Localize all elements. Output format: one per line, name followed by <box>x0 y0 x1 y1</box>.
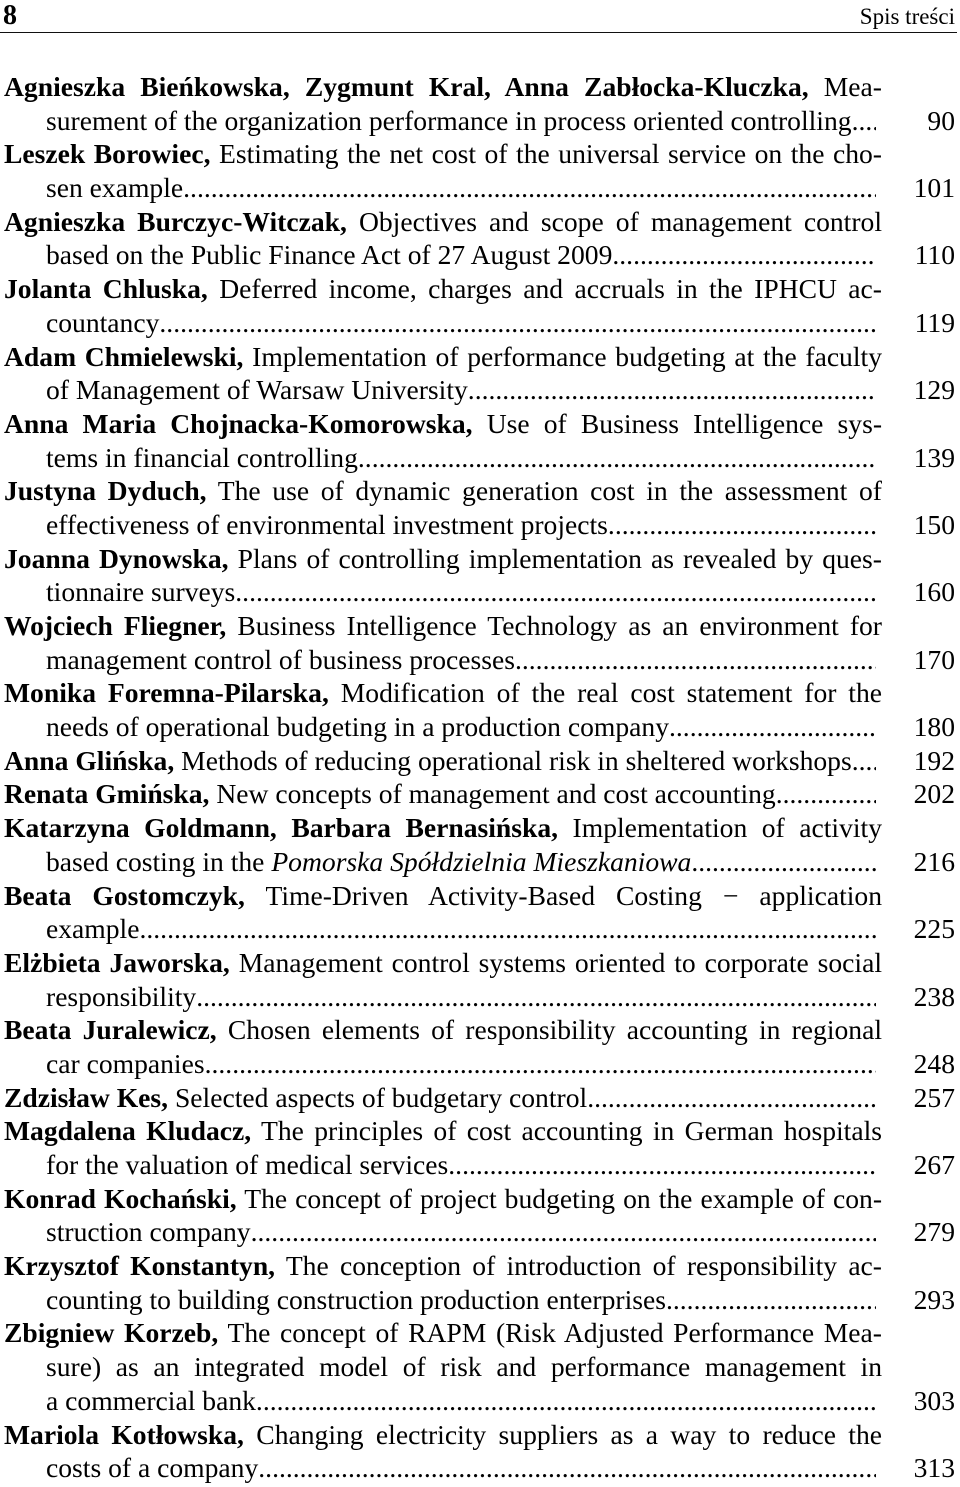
dot-leader <box>691 845 876 879</box>
toc-entry <box>4 542 955 609</box>
dot-leader <box>669 710 876 744</box>
toc-line <box>4 1047 955 1081</box>
entry-title-text: sen example <box>46 172 184 204</box>
entry-text <box>46 1148 448 1182</box>
entry-text <box>46 980 196 1014</box>
page-header <box>3 0 955 32</box>
entry-text <box>46 104 852 138</box>
entry-title-italic: Pomorska Spółdzielnia Mieszkaniowa <box>271 845 692 877</box>
entry-title-text: Objectives and scope of management control <box>358 205 883 237</box>
entry-title-text: Use of Business Intelligence sys- <box>486 407 883 439</box>
entry-title-text: Time-Driven Activity-Based Costing − application <box>265 879 883 911</box>
entry-title-text: of Management of Warsaw University <box>46 374 468 406</box>
toc-entry <box>4 676 955 743</box>
entry-title-text: Mea- <box>823 71 882 102</box>
entry-text <box>46 1451 258 1485</box>
entry-author: Wojciech Fliegner, <box>4 610 227 641</box>
entry-title-text: car companies <box>46 1047 205 1079</box>
toc-line <box>4 1418 955 1452</box>
toc-entry <box>4 1182 955 1249</box>
toc-entry <box>4 1013 955 1080</box>
running-title: Spis treści <box>859 4 955 29</box>
toc-line <box>4 575 955 609</box>
dot-leader <box>776 777 876 811</box>
toc-line <box>4 1283 955 1317</box>
toc-line <box>4 306 955 340</box>
entry-author: Joanna Dynowska, <box>4 542 229 574</box>
toc-entry <box>4 1081 955 1115</box>
entry-author: Jolanta Chluska, <box>4 273 208 305</box>
toc-line <box>4 676 955 710</box>
toc-entry <box>4 879 955 946</box>
entry-author: Beata Gostomczyk, <box>4 879 245 911</box>
entry-title-text: responsibility <box>46 980 197 1012</box>
toc-entry <box>4 205 955 272</box>
entry-title-text: tems in financial controlling <box>46 441 358 473</box>
entry-title-text: for the valuation of medical services <box>46 1149 449 1180</box>
entry-author: Renata Gmińska, <box>4 778 210 810</box>
toc-line <box>4 643 955 677</box>
toc-line <box>4 1148 955 1182</box>
entry-author: Anna Maria Chojnacka-Komorowska, <box>4 407 473 439</box>
entry-page-number: 180 <box>913 711 955 743</box>
toc-line <box>4 474 955 508</box>
entry-page-number: 129 <box>913 374 955 406</box>
entry-author: Konrad Kochański, <box>4 1182 237 1214</box>
entry-author: Zbigniew Korzeb, <box>4 1317 219 1349</box>
toc-line <box>4 373 955 407</box>
entry-text <box>46 643 515 677</box>
entry-title-text: based on the Public Finance Act of 27 August 2009 <box>46 239 613 271</box>
entry-text <box>46 575 235 609</box>
entry-title-text: management control of business processes <box>46 643 515 675</box>
dot-leader <box>251 1215 876 1249</box>
toc-line <box>4 1114 955 1148</box>
entry-title-text: The concept of RAPM (Risk Adjusted Performance Mea- <box>227 1317 882 1349</box>
entry-author: Magdalena Kludacz, <box>4 1115 252 1147</box>
entry-page-number: 110 <box>914 239 955 271</box>
dot-leader <box>852 104 876 138</box>
entry-page-number: 257 <box>913 1081 955 1113</box>
entry-page-number: 101 <box>913 172 955 204</box>
toc-entry <box>4 137 955 204</box>
entry-author: Agnieszka Burczyc-Witczak, <box>4 205 347 237</box>
entry-page-number: 248 <box>913 1047 955 1079</box>
entry-author: Justyna Dyduch, <box>4 475 207 507</box>
entry-title-text: surement of the organization performance in process oriented controlling <box>46 104 852 136</box>
entry-text <box>46 845 691 879</box>
dot-leader <box>515 643 876 677</box>
entry-title-text: effectiveness of environmental investment projects <box>46 508 608 540</box>
entry-page-number: 202 <box>913 778 955 810</box>
entry-title-text: costs of a company <box>46 1452 259 1484</box>
toc-line <box>4 70 955 104</box>
toc-entry <box>4 70 955 137</box>
toc-line <box>4 1215 955 1249</box>
entry-page-number: 238 <box>913 980 955 1012</box>
entry-author: Monika Foremna-Pilarska, <box>4 677 329 709</box>
toc-line <box>4 1451 955 1485</box>
dot-leader <box>258 1451 876 1485</box>
entry-text <box>46 441 358 475</box>
entry-page-number: 267 <box>913 1149 955 1180</box>
toc-line <box>4 104 955 138</box>
toc-entry <box>4 407 955 474</box>
entry-author: Elżbieta Jaworska, <box>4 946 230 978</box>
toc-line <box>4 171 955 205</box>
entry-title-text: struction company <box>46 1216 251 1248</box>
entry-text <box>4 1081 587 1115</box>
entry-author: Zdzisław Kes, <box>4 1081 169 1113</box>
entry-page-number: 119 <box>914 306 955 338</box>
dot-leader <box>159 306 876 340</box>
entry-author: Krzysztof Konstantyn, <box>4 1250 276 1282</box>
entry-title-text: Chosen elements of responsibility accounting in regional <box>227 1014 882 1046</box>
toc-entry <box>4 946 955 1013</box>
toc-line <box>4 1013 955 1047</box>
dot-leader <box>612 238 876 272</box>
toc-entry <box>4 474 955 541</box>
toc-line <box>4 710 955 744</box>
entry-title-text: a commercial bank <box>46 1384 256 1416</box>
entry-title-text: New concepts of management and cost accounting <box>216 778 776 810</box>
entry-text <box>46 912 139 946</box>
entry-text <box>46 1047 205 1081</box>
toc-line <box>4 609 955 643</box>
entry-page-number: 90 <box>927 104 955 136</box>
dot-leader <box>139 912 876 946</box>
toc-entry <box>4 811 955 878</box>
entry-title-text: Methods of reducing operational risk in sheltered workshops <box>181 744 852 776</box>
toc-line <box>4 845 955 879</box>
dot-leader <box>448 1148 876 1182</box>
entry-text <box>46 1215 251 1249</box>
entry-title-text: The use of dynamic generation cost in the assessment of <box>217 475 882 507</box>
toc-line <box>4 811 955 845</box>
toc-line <box>4 879 955 913</box>
entry-text <box>46 710 669 744</box>
toc-line <box>4 542 955 576</box>
entry-page-number: 279 <box>913 1216 955 1248</box>
toc-line <box>4 1081 955 1115</box>
entry-title-text: Changing electricity suppliers as a way to reduce the <box>256 1418 882 1450</box>
toc-line <box>4 946 955 980</box>
entry-page-number: 303 <box>913 1384 955 1416</box>
toc-entry <box>4 1418 955 1485</box>
entry-title-text: sure) as an integrated model of risk and performance management in <box>46 1351 882 1383</box>
dot-leader <box>196 980 876 1014</box>
entry-text <box>46 1283 666 1317</box>
toc-entry <box>4 1316 955 1417</box>
entry-author: Agnieszka Bieńkowska, Zygmunt Kral, Anna Zabłocka-Kluczka, <box>4 71 809 102</box>
dot-leader <box>183 171 876 205</box>
toc-line <box>4 1350 955 1384</box>
toc-line <box>4 1384 955 1418</box>
dot-leader <box>235 575 876 609</box>
entry-title-text: The principles of cost accounting in German hospitals <box>261 1115 883 1147</box>
entry-page-number: 160 <box>913 576 955 608</box>
toc-line <box>4 137 955 171</box>
toc-line <box>4 1182 955 1216</box>
toc-entry <box>4 272 955 339</box>
entry-title-text: Deferred income, charges and accruals in the IPHCU ac- <box>219 273 882 305</box>
entry-title-text: Estimating the net cost of the universal service on the cho- <box>219 138 882 170</box>
dot-leader <box>666 1283 876 1317</box>
toc-entry <box>4 609 955 676</box>
toc-line <box>4 912 955 946</box>
toc-line <box>4 407 955 441</box>
entry-title-text: tionnaire surveys <box>46 576 236 608</box>
dot-leader <box>256 1384 876 1418</box>
entry-title-text: The conception of introduction of responsibility ac- <box>285 1250 882 1282</box>
toc-entry <box>4 1249 955 1316</box>
entry-text <box>46 1384 256 1418</box>
entry-author: Anna Glińska, <box>4 744 175 776</box>
entry-title-text: Modification of the real cost statement for the <box>340 677 883 709</box>
dot-leader <box>587 1081 876 1115</box>
entry-page-number: 170 <box>913 643 955 675</box>
entry-page-number: 150 <box>913 508 955 540</box>
dot-leader <box>468 373 876 407</box>
entry-title-text: counting to building construction production enterprises <box>46 1283 666 1315</box>
toc-line <box>4 340 955 374</box>
toc-line <box>4 238 955 272</box>
toc-line <box>4 205 955 239</box>
entry-text <box>4 777 776 811</box>
entry-page-number: 192 <box>913 744 955 776</box>
table-of-contents <box>4 70 955 1485</box>
toc-line <box>4 777 955 811</box>
entry-author: Beata Juralewicz, <box>4 1014 217 1046</box>
entry-title-text: Implementation of performance budgeting at the faculty <box>252 340 882 372</box>
entry-page-number: 216 <box>913 845 955 877</box>
entry-author: Leszek Borowiec, <box>4 138 211 170</box>
toc-line <box>4 744 955 778</box>
entry-title-text: Selected aspects of budgetary control <box>174 1081 588 1113</box>
entry-text <box>4 744 852 778</box>
entry-text <box>46 171 183 205</box>
page-number: 8 <box>3 0 17 31</box>
entry-title-text: Plans of controlling implementation as revealed by ques- <box>237 542 882 574</box>
toc-entry <box>4 744 955 778</box>
entry-author: Mariola Kotłowska, <box>4 1418 244 1450</box>
toc-line <box>4 1249 955 1283</box>
entry-title-text: Business Intelligence Technology as an environment for <box>237 610 882 641</box>
toc-entry <box>4 1114 955 1181</box>
entry-title-text: The concept of project budgeting on the example of con- <box>244 1182 883 1214</box>
toc-line <box>4 1316 955 1350</box>
toc-line <box>4 272 955 306</box>
entry-page-number: 139 <box>913 441 955 473</box>
entry-title-text: based costing in the <box>46 845 272 877</box>
entry-page-number: 293 <box>913 1283 955 1315</box>
dot-leader <box>608 508 876 542</box>
toc-line <box>4 508 955 542</box>
toc-entry <box>4 777 955 811</box>
entry-author: Adam Chmielewski, <box>4 340 244 372</box>
entry-page-number: 225 <box>913 913 955 945</box>
entry-title-text: needs of operational budgeting in a production company <box>46 711 669 743</box>
dot-leader <box>358 441 876 475</box>
toc-line <box>4 441 955 475</box>
entry-title-text: countancy <box>46 306 160 338</box>
entry-title-text: Management control systems oriented to corporate social <box>238 946 882 978</box>
dot-leader <box>205 1047 876 1081</box>
dot-leader <box>852 744 876 778</box>
toc-entry <box>4 340 955 407</box>
entry-text <box>46 508 608 542</box>
header-rule <box>0 32 957 33</box>
entry-title-text: example <box>46 913 140 945</box>
entry-text <box>46 238 612 272</box>
entry-author: Katarzyna Goldmann, Barbara Bernasińska, <box>4 812 559 844</box>
entry-text <box>46 306 159 340</box>
toc-line <box>4 980 955 1014</box>
entry-title-text: Implementation of activity <box>572 812 882 844</box>
entry-page-number: 313 <box>913 1452 955 1484</box>
entry-text <box>46 373 468 407</box>
